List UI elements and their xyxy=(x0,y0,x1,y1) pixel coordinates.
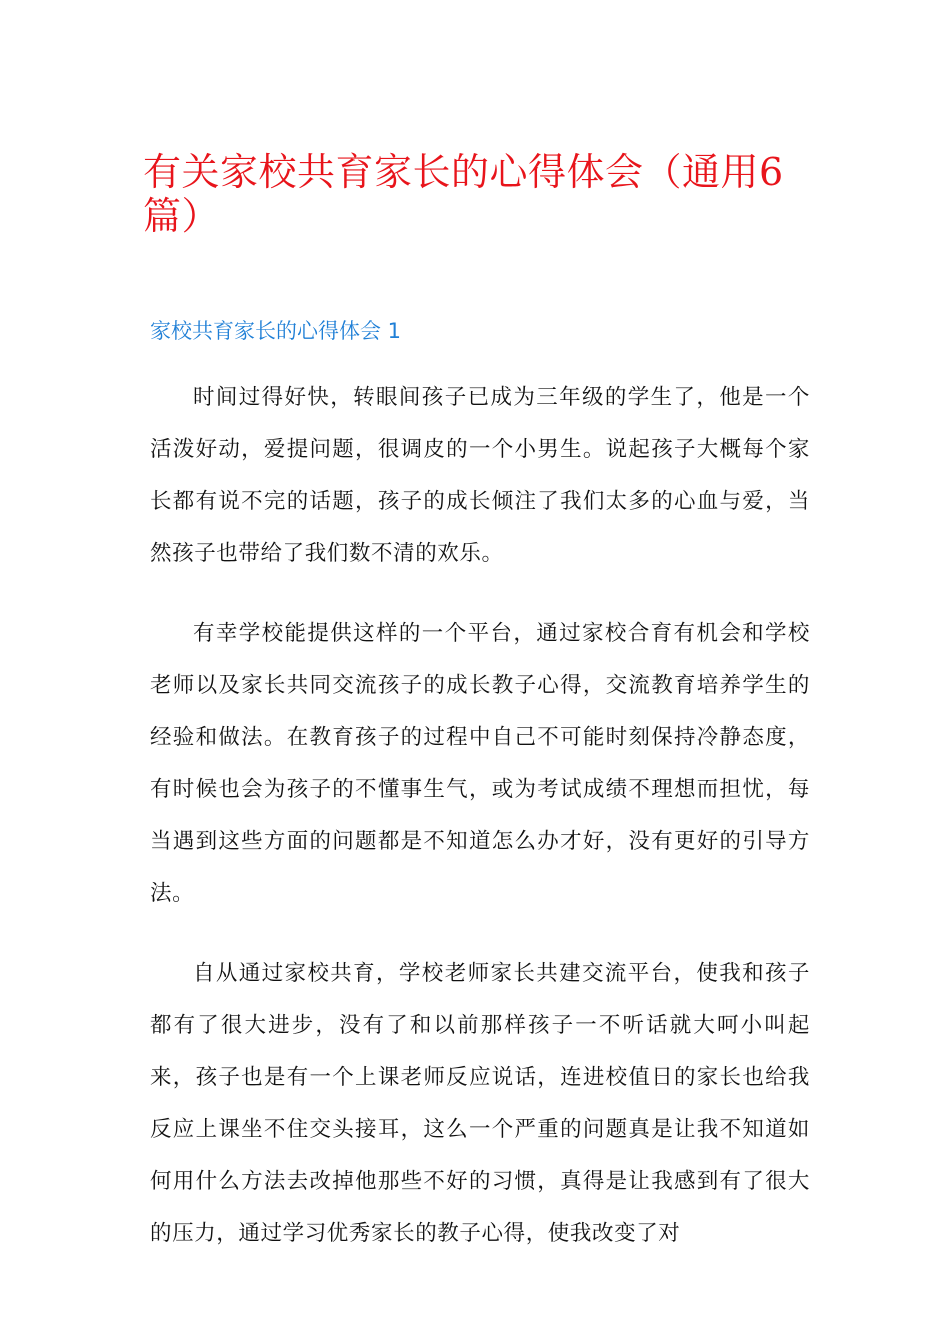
paragraph-1: 时间过得好快，转眼间孩子已成为三年级的学生了，他是一个活泼好动，爱提问题，很调皮的一个小男生。说起孩子大概每个家长都有说不完的话题，孩子的成长倾注了我们太多的心血与爱，当然孩子也带给了我们数不清的欢乐。 xyxy=(150,385,810,566)
document-title: 有关家校共育家长的心得体会（通用6篇） xyxy=(143,150,784,238)
paragraph-3: 自从通过家校共育，学校老师家长共建交流平台，使我和孩子都有了很大进步，没有了和以前那样孩子一不听话就大呵小叫起来，孩子也是有一个上课老师反应说话，连进校值日的家长也给我反应上课坐不住交头接耳，这么一个严重的问题真是让我不知道如何用什么方法去改掉他那些不好的习惯，真得是让我感到有了很大的压力，通过学习优秀家长的教子心得，使我改变了对 xyxy=(150,961,810,1246)
section-heading: 家校共育家长的心得体会 1 xyxy=(150,319,402,343)
body-text xyxy=(150,372,810,1288)
paragraph-2: 有幸学校能提供这样的一个平台，通过家校合育有机会和学校老师以及家长共同交流孩子的成长教子心得，交流教育培养学生的经验和做法。在教育孩子的过程中自己不可能时刻保持冷静态度，有时候也会为孩子的不懂事生气，或为考试成绩不理想而担忧，每当遇到这些方面的问题都是不知道怎么办才好，没有更好的引导方法。 xyxy=(150,621,810,906)
